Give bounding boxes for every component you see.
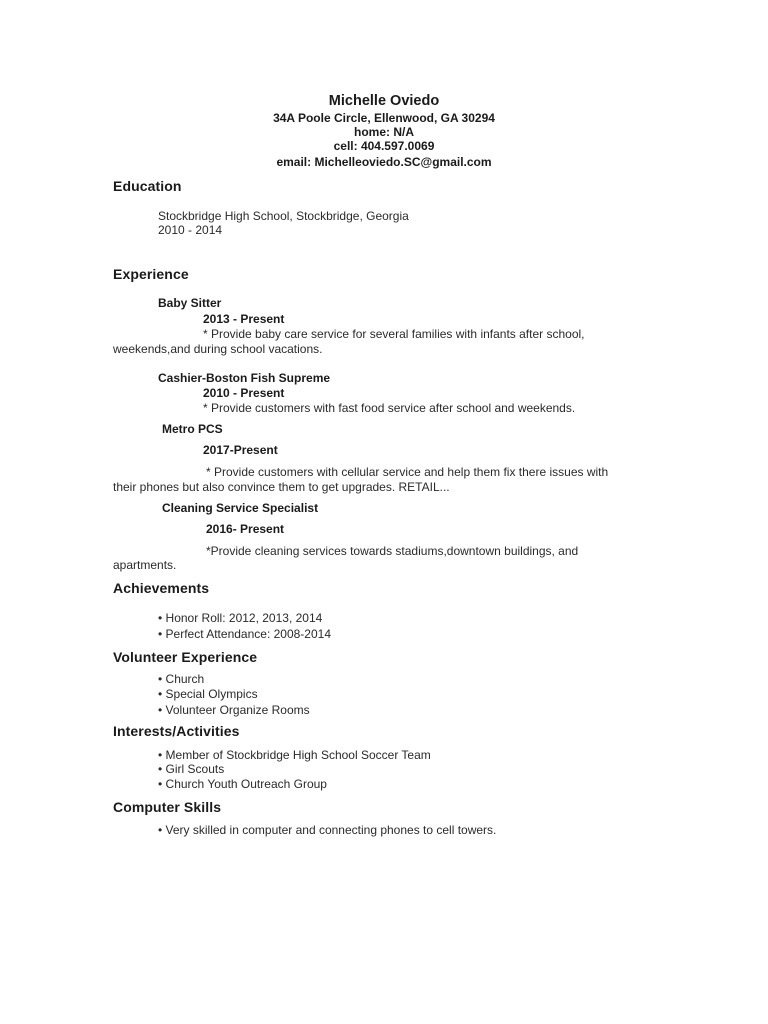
- job-dates: 2017-Present: [203, 443, 278, 457]
- list-item: • Very skilled in computer and connecting phones to cell towers.: [158, 823, 497, 837]
- interests-heading: Interests/Activities: [113, 723, 240, 739]
- job-description: * Provide customers with fast food service after school and weekends.: [203, 401, 576, 415]
- job-description: * Provide customers with cellular service and help them fix there issues with: [206, 465, 609, 479]
- experience-heading: Experience: [113, 266, 189, 282]
- job-title: Baby Sitter: [158, 296, 222, 310]
- job-dates: 2010 - Present: [203, 386, 285, 400]
- job-dates: 2016- Present: [206, 522, 285, 536]
- list-item: • Honor Roll: 2012, 2013, 2014: [158, 611, 323, 625]
- list-item: • Special Olympics: [158, 687, 258, 701]
- resume-name: Michelle Oviedo: [328, 93, 440, 109]
- job-description: * Provide baby care service for several families with infants after school,: [203, 327, 585, 341]
- list-item: • Church Youth Outreach Group: [158, 777, 327, 791]
- volunteer-heading: Volunteer Experience: [113, 649, 258, 665]
- email: email: Michelleoviedo.SC@gmail.com: [276, 155, 492, 169]
- list-item: • Perfect Attendance: 2008-2014: [158, 627, 331, 641]
- list-item: • Church: [158, 672, 205, 686]
- job-title: Cashier-Boston Fish Supreme: [158, 371, 331, 385]
- job-title: Metro PCS: [162, 422, 223, 436]
- education-school: Stockbridge High School, Stockbridge, Georgia: [158, 209, 409, 223]
- job-dates: 2013 - Present: [203, 312, 285, 326]
- education-heading: Education: [113, 178, 182, 194]
- list-item: • Girl Scouts: [158, 762, 225, 776]
- job-description-cont: weekends,and during school vacations.: [113, 342, 323, 356]
- job-description-cont: their phones but also convince them to get upgrades. RETAIL...: [113, 480, 450, 494]
- home-phone: home: N/A: [354, 125, 414, 139]
- address: 34A Poole Circle, Ellenwood, GA 30294: [273, 111, 495, 125]
- job-description: *Provide cleaning services towards stadiums,downtown buildings, and: [206, 544, 579, 558]
- job-description-cont: apartments.: [113, 558, 177, 572]
- achievements-heading: Achievements: [113, 580, 210, 596]
- list-item: • Member of Stockbridge High School Soccer Team: [158, 748, 431, 762]
- list-item: • Volunteer Organize Rooms: [158, 703, 310, 717]
- cell-phone: cell: 404.597.0069: [333, 139, 435, 153]
- computer-skills-heading: Computer Skills: [113, 799, 222, 815]
- education-years: 2010 - 2014: [158, 223, 223, 237]
- job-title: Cleaning Service Specialist: [162, 501, 319, 515]
